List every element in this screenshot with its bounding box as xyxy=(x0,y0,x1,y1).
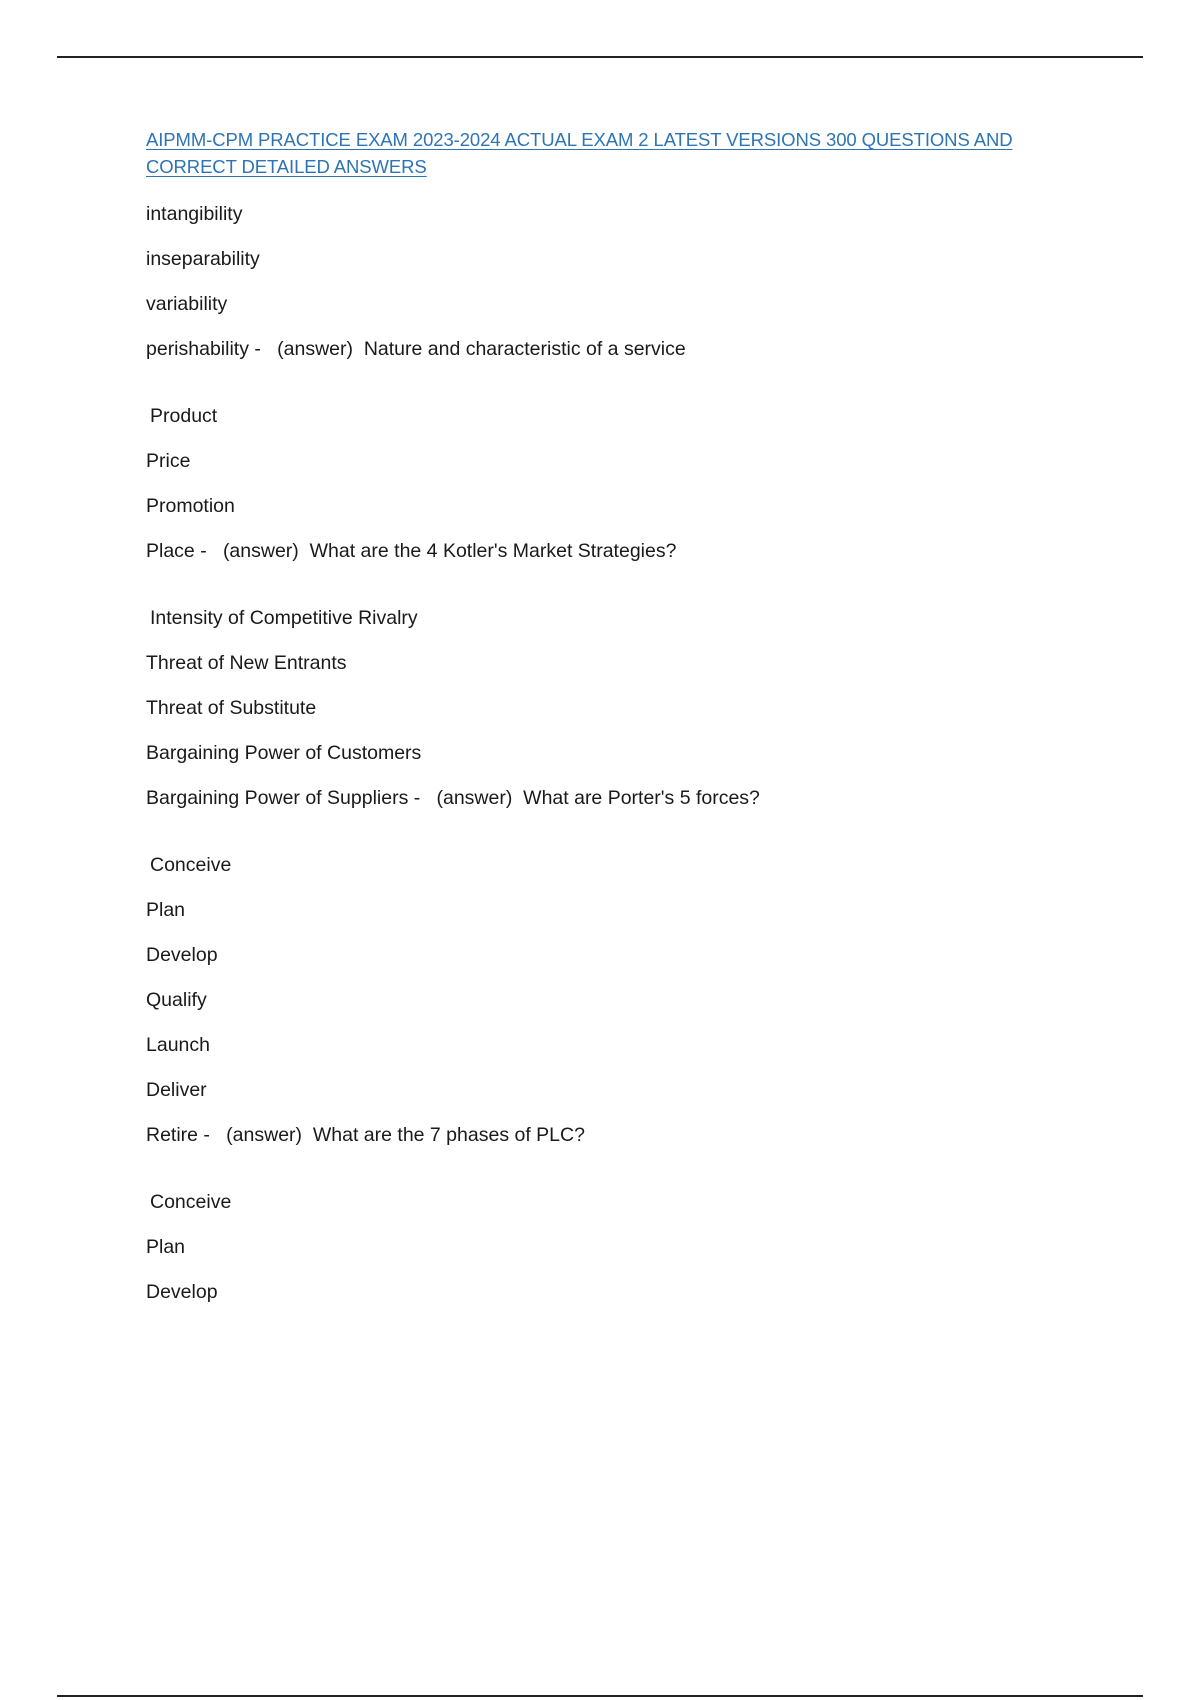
qa-block-kotler-strategies xyxy=(146,405,1056,562)
qa-line: Deliver xyxy=(146,1079,207,1101)
qa-line: Threat of Substitute xyxy=(146,697,317,719)
qa-line: intangibility xyxy=(146,203,243,225)
qa-answer-line: Retire - (answer) What are the 7 phases of PLC? xyxy=(146,1124,585,1146)
top-rule xyxy=(57,56,1143,58)
qa-line: Product xyxy=(150,405,218,427)
qa-line: Price xyxy=(146,450,191,472)
qa-line: Develop xyxy=(146,1281,218,1303)
qa-line: variability xyxy=(146,293,228,315)
qa-line: Promotion xyxy=(146,495,235,517)
qa-line: Threat of New Entrants xyxy=(146,652,347,674)
qa-line: inseparability xyxy=(146,248,260,270)
document-body xyxy=(146,126,1056,1303)
qa-blocks xyxy=(146,203,1056,1303)
qa-answer-line: Place - (answer) What are the 4 Kotler's Market Strategies? xyxy=(146,540,677,562)
qa-block-porter-forces xyxy=(146,607,1056,809)
qa-line: Launch xyxy=(146,1034,210,1056)
document-title-link[interactable]: AIPMM-CPM PRACTICE EXAM 2023-2024 ACTUAL EXAM 2 LATEST VERSIONS 300 QUESTIONS AND CORRECT DETAILED ANSWERS xyxy=(146,129,1013,177)
qa-block-partial xyxy=(146,1191,1056,1303)
qa-block-plc-phases xyxy=(146,854,1056,1146)
qa-line: Qualify xyxy=(146,989,207,1011)
qa-line: Plan xyxy=(146,1236,186,1258)
qa-line: Develop xyxy=(146,944,218,966)
qa-answer-line: Bargaining Power of Suppliers - (answer) What are Porter's 5 forces? xyxy=(146,787,760,809)
qa-line: Bargaining Power of Customers xyxy=(146,742,422,764)
qa-line: Plan xyxy=(146,899,186,921)
qa-line: Intensity of Competitive Rivalry xyxy=(150,607,418,629)
qa-line: Conceive xyxy=(150,1191,232,1213)
qa-answer-line: perishability - (answer) Nature and characteristic of a service xyxy=(146,338,686,360)
qa-block-service-characteristics xyxy=(146,203,1056,360)
qa-line: Conceive xyxy=(150,854,232,876)
bottom-rule xyxy=(57,1695,1143,1697)
